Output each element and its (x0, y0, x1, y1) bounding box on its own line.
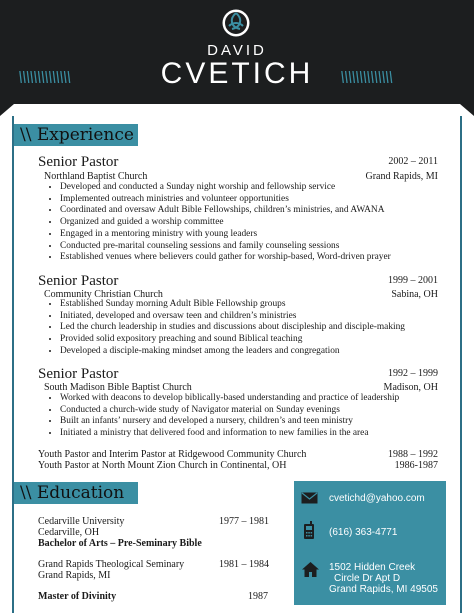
youth-position-dates: 1986-1987 (394, 460, 438, 471)
contact-email[interactable]: cvetichd@yahoo.com (329, 493, 425, 504)
youth-position-dates: 1988 – 1992 (388, 449, 438, 460)
job-dates: 2002 – 2011 (388, 156, 438, 167)
school-location: Cedarville, OH (38, 527, 100, 538)
job-dates: 1999 – 2001 (388, 275, 438, 286)
job-location: Madison, OH (383, 382, 438, 393)
job-org: South Madison Bible Baptist Church (44, 382, 192, 393)
list-item: • Worked with deacons to develop biblically-based understanding and practice of leadership (60, 393, 399, 405)
contact-address-line1: 1502 Hidden Creek (329, 562, 416, 573)
job-location: Grand Rapids, MI (365, 171, 438, 182)
header-corner-left (0, 104, 14, 116)
list-item: • Engaged in a mentoring ministry with young leaders (60, 229, 391, 241)
house-icon (301, 561, 320, 578)
list-item: • Implemented outreach ministries and volunteer opportunities (60, 194, 391, 206)
list-item: • Provided solid expository preaching and sound Biblical teaching (60, 334, 405, 346)
left-border-rule (12, 116, 14, 613)
degree-date: 1987 (248, 591, 268, 602)
school-dates: 1977 – 1981 (219, 516, 269, 527)
school-location: Grand Rapids, MI (38, 570, 111, 581)
job-org: Community Christian Church (44, 289, 163, 300)
triquetra-logo-icon (221, 8, 251, 38)
list-item: • Conducted pre-marital counseling sessions and family counseling sessions (60, 241, 391, 253)
list-item: • Conducted a church-wide study of Navigator material on Sunday evenings (60, 405, 399, 417)
job-3-bullets (44, 393, 399, 440)
job-1-header (38, 154, 438, 170)
first-name: DAVID (207, 42, 267, 59)
contact-phone[interactable]: (616) 363-4771 (329, 527, 398, 538)
job-title: Senior Pastor (38, 273, 119, 289)
list-item: • Initiated a ministry that delivered food and information to new families in the area (60, 428, 399, 440)
degree: Bachelor of Arts – Pre-Seminary Bible (38, 538, 202, 549)
job-title: Senior Pastor (38, 366, 119, 382)
phone-icon (303, 521, 315, 540)
job-title: Senior Pastor (38, 154, 119, 170)
job-2-bullets (44, 299, 405, 358)
list-item: • Led the church leadership in studies and discussions about discipleship and disciple-making (60, 322, 405, 334)
education-heading: \\ Education (14, 482, 138, 504)
contact-address-line2: Circle Dr Apt D (334, 573, 401, 584)
job-location: Sabina, OH (391, 289, 438, 300)
list-item: • Developed and conducted a Sunday night worship and fellowship service (60, 182, 391, 194)
youth-position: Youth Pastor and Interim Pastor at Ridgewood Community Church (38, 449, 307, 460)
list-item: • Built an infants’ nursery and developed a nursery, children’s and teen ministry (60, 416, 399, 428)
job-org: Northland Baptist Church (44, 171, 148, 182)
degree: Master of Divinity (38, 591, 117, 602)
job-1-bullets (44, 182, 391, 264)
job-3-header (38, 366, 438, 382)
school-name: Cedarville University (38, 516, 125, 527)
right-border-rule (460, 116, 462, 613)
school-name: Grand Rapids Theological Seminary (38, 559, 185, 570)
decorative-slashes-left: \\\\\\\\\\\\\\ (18, 68, 71, 87)
resume-header (0, 0, 474, 104)
header-corner-right (460, 104, 474, 116)
school-dates: 1981 – 1984 (219, 559, 269, 570)
list-item: • Coordinated and oversaw Adult Bible Fellowships, children’s ministries, and AWANA (60, 205, 391, 217)
envelope-icon (301, 492, 318, 504)
list-item: • Established venues where believers could gather for worship-based, Word-driven prayer (60, 252, 391, 264)
job-dates: 1992 – 1999 (388, 368, 438, 379)
list-item: • Developed a disciple-making mindset among the leaders and congregation (60, 346, 405, 358)
contact-address-line3: Grand Rapids, MI 49505 (329, 584, 438, 595)
list-item: • Organized and guided a worship committee (60, 217, 391, 229)
last-name: CVETICH (160, 57, 314, 90)
decorative-slashes-right: \\\\\\\\\\\\\\ (340, 68, 393, 87)
youth-position: Youth Pastor at North Mount Zion Church in Continental, OH (38, 460, 287, 471)
contact-box (294, 481, 446, 605)
job-2-header (38, 273, 438, 289)
list-item: • Initiated, developed and oversaw teen and children’s ministries (60, 311, 405, 323)
experience-heading: \\ Experience (14, 124, 138, 146)
list-item: • Established Sunday morning Adult Bible Fellowship groups (60, 299, 405, 311)
